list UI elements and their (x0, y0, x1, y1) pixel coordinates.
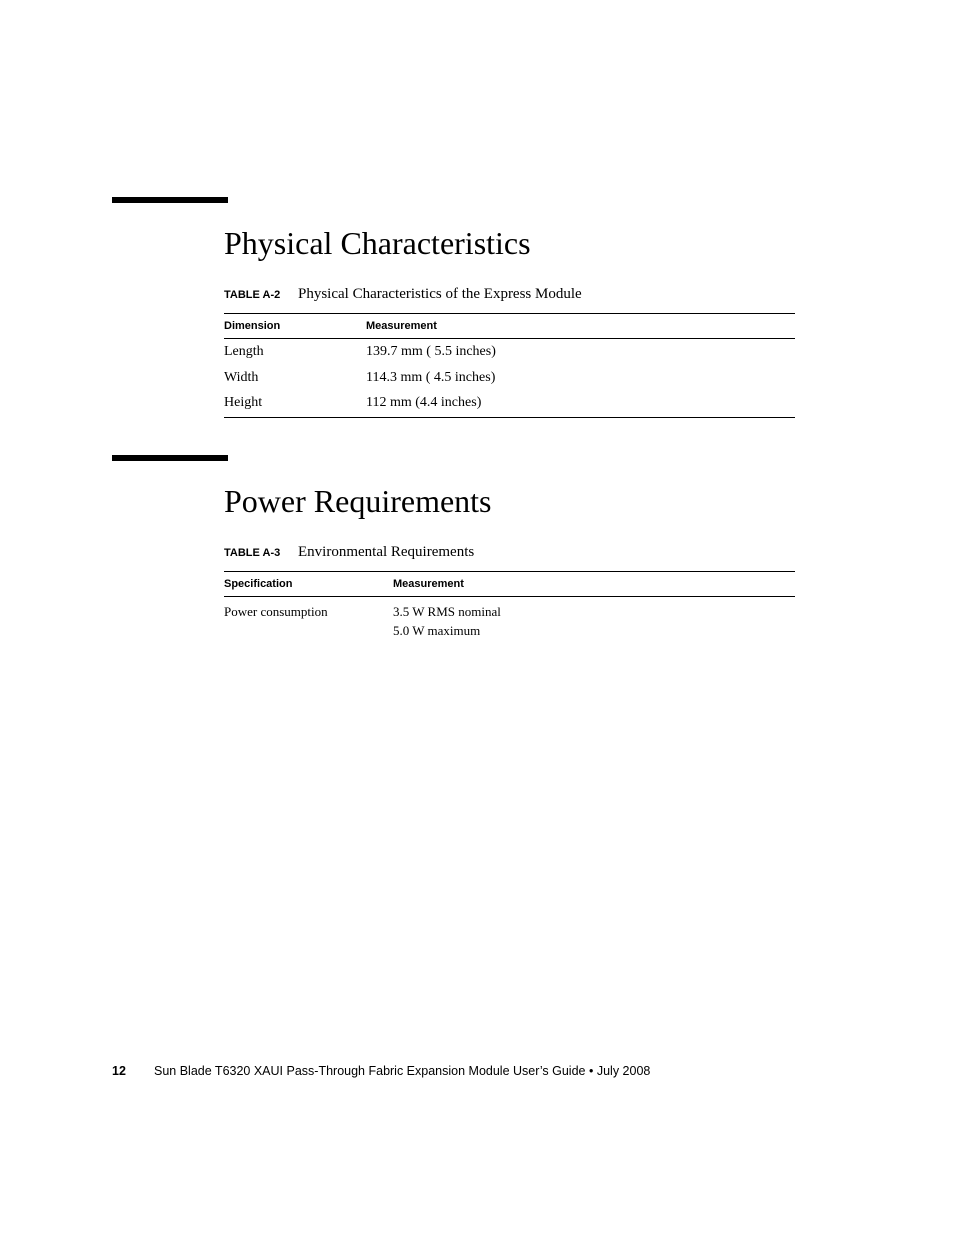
table-cell: Height (224, 395, 263, 410)
table-label: TABLE A-2 (224, 289, 281, 301)
table-cell: Width (224, 369, 259, 385)
table-cell: Length (224, 344, 264, 359)
section-rule (112, 455, 228, 461)
column-header: Dimension (224, 320, 281, 332)
footer-date: July 2008 (596, 1064, 651, 1078)
cell-line: 5.0 W maximum (393, 623, 481, 638)
table-cell: 112 mm (4.4 inches) (366, 395, 482, 410)
physical-table (224, 313, 795, 418)
footer-bullet: • (588, 1064, 594, 1078)
table-row (224, 340, 795, 366)
section-rule (112, 197, 228, 203)
table-title: Environmental Requirements (298, 544, 475, 560)
table-row (224, 366, 795, 392)
table-row (224, 598, 795, 642)
cell-line: 3.5 W RMS nominal (393, 604, 501, 619)
table-caption (224, 285, 582, 303)
table-label: TABLE A-3 (224, 547, 281, 559)
footer-title: Sun Blade T6320 XAUI Pass-Through Fabric Expansion Module User’s Guide (154, 1064, 586, 1078)
column-header: Specification (224, 578, 293, 590)
page-footer (112, 1064, 650, 1078)
table-header (224, 314, 795, 339)
section-heading-power: Power Requirements (224, 483, 492, 519)
power-table (224, 571, 795, 642)
column-header: Measurement (393, 578, 464, 590)
page-number: 12 (112, 1064, 126, 1078)
table-cell: 114.3 mm ( 4.5 inches) (366, 369, 496, 385)
column-header: Measurement (366, 320, 437, 332)
table-cell (393, 602, 501, 640)
table-row (224, 391, 795, 417)
table-title: Physical Characteristics of the Express Module (298, 286, 582, 302)
table-header (224, 572, 795, 597)
table-cell: 139.7 mm ( 5.5 inches) (366, 344, 496, 359)
section-heading-physical: Physical Characteristics (224, 225, 531, 261)
table-cell: Power consumption (224, 604, 328, 619)
table-caption (224, 543, 474, 561)
